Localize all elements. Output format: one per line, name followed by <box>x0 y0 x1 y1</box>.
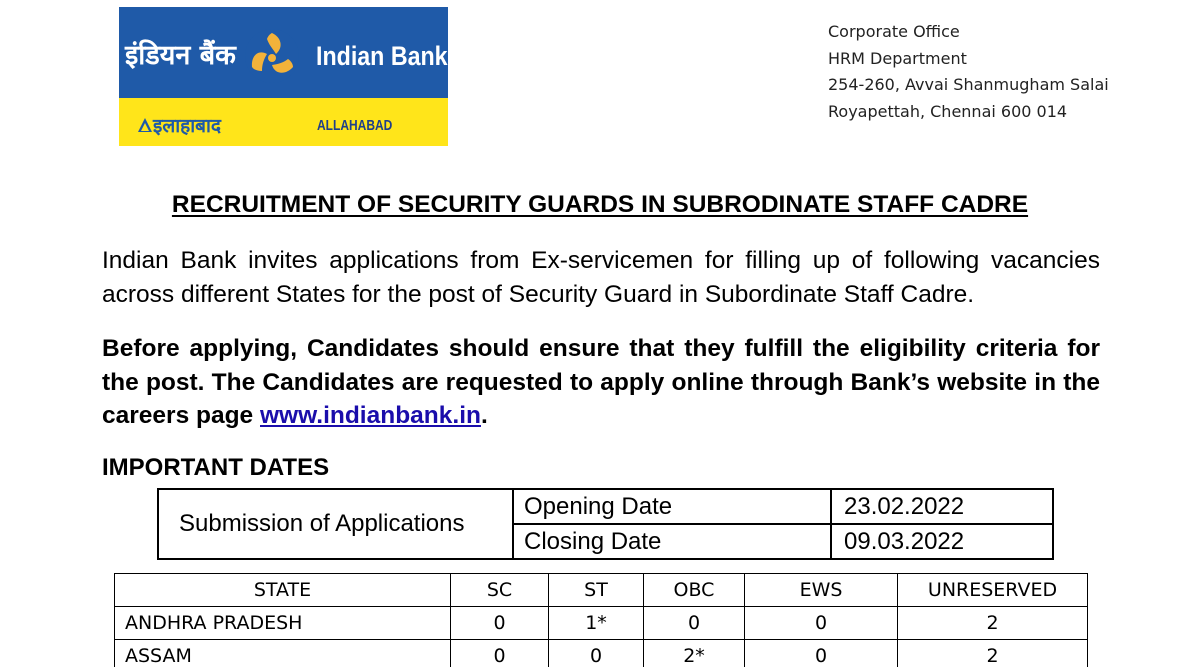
vacancy-header-row <box>115 574 1088 607</box>
indianbank-website-link[interactable]: www.indianbank.in <box>260 402 481 429</box>
cell-state: ASSAM <box>115 640 451 667</box>
address-line: Royapettah, Chennai 600 014 <box>828 101 1068 121</box>
cell-sc: 0 <box>451 607 549 640</box>
cell-sc: 0 <box>451 640 549 667</box>
address-line: 254-260, Avvai Shanmugham Salai <box>828 75 1109 94</box>
address-line: HRM Department <box>828 48 967 68</box>
important-dates-heading: IMPORTANT DATES <box>102 454 330 481</box>
cell-st: 1* <box>549 607 644 640</box>
header-obc: OBC <box>644 574 745 607</box>
important-dates-table <box>157 488 1054 560</box>
cell-obc: 0 <box>644 607 745 640</box>
opening-date-label: Opening Date <box>513 489 831 524</box>
cell-obc: 2* <box>644 640 745 667</box>
cell-st: 0 <box>549 640 644 667</box>
closing-date-value: 09.03.2022 <box>831 524 1053 559</box>
address-line: Corporate Office <box>828 22 960 41</box>
logo-allahabad-hindi <box>137 112 221 138</box>
header-ews: EWS <box>745 574 898 607</box>
cell-unreserved: 2 <box>898 607 1088 640</box>
table-row <box>115 607 1088 640</box>
cell-state: ANDHRA PRADESH <box>115 607 451 640</box>
intro-paragraph: Indian Bank invites applications from Ex-servicemen for filling up of following vacancies across different States for the post of Security Guard in Subordinate Staff Cadre. <box>102 247 1100 308</box>
corporate-address <box>828 19 1109 125</box>
indian-bank-logo <box>119 7 448 146</box>
notice-paragraph <box>102 332 1100 433</box>
notice-text: Before applying, Candidates should ensure that they fulfill the eligibility criteria for the post. The Candidates are requested to apply online through Bank’s website in the careers page <box>102 335 1100 429</box>
opening-date-row <box>158 489 1053 524</box>
cell-ews: 0 <box>745 607 898 640</box>
table-row <box>115 640 1088 667</box>
allahabad-triangle-icon <box>137 117 153 133</box>
document-title <box>0 191 1200 219</box>
notice-end: . <box>480 402 488 429</box>
logo-hindi-name: इंडियन बैंक <box>125 40 236 71</box>
opening-date-value: 23.02.2022 <box>831 489 1053 524</box>
logo-allahabad-english: ALLAHABAD <box>317 117 393 134</box>
logo-english-name: Indian Bank <box>316 41 448 71</box>
cell-ews: 0 <box>745 640 898 667</box>
cell-unreserved: 2 <box>898 640 1088 667</box>
header-unreserved: UNRESERVED <box>898 574 1088 607</box>
closing-date-label: Closing Date <box>513 524 831 559</box>
submission-label: Submission of Applications <box>158 489 513 559</box>
header-state: STATE <box>115 574 451 607</box>
logo-sub-hindi-text: इलाहाबाद <box>153 115 222 137</box>
vacancy-table <box>114 573 1088 667</box>
bank-emblem-icon <box>243 27 301 85</box>
document-title-text: RECRUITMENT OF SECURITY GUARDS IN SUBRODINATE STAFF CADRE <box>171 191 1029 218</box>
header-st: ST <box>549 574 644 607</box>
header-sc: SC <box>451 574 549 607</box>
